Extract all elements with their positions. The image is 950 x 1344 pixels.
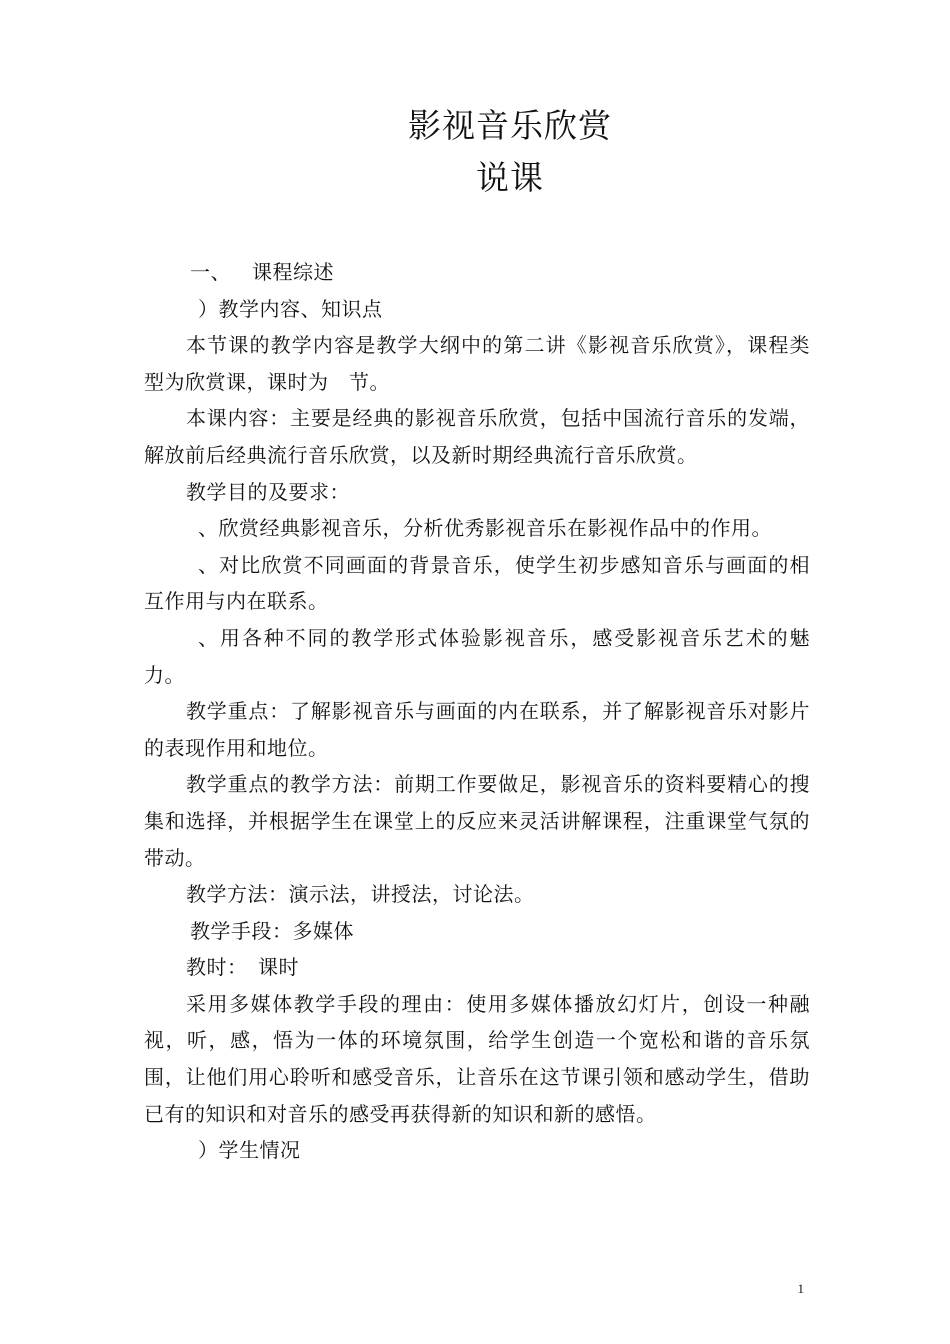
list-item-objective-2: 、对比欣赏不同画面的背景音乐，使学生初步感知音乐与画面的相互作用与内在联系。 [144,552,810,614]
document-subtitle: 说课 [476,158,544,197]
paragraph-teaching-methods: 教学方法：演示法，讲授法，讨论法。 [186,882,535,907]
list-item-objective-1: 、欣赏经典影视音乐，分析优秀影视音乐在影视作品中的作用。 [198,516,772,541]
section-title: 课程综述 [252,260,334,284]
paragraph-course-content: 本课内容：主要是经典的影视音乐欣赏，包括中国流行音乐的发端，解放前后经典流行音乐欣赏，以及新时期经典流行音乐欣赏。 [144,406,810,467]
paragraph-objectives-label: 教学目的及要求： [186,479,350,504]
page-number: 1 [797,1281,804,1296]
document-title: 影视音乐欣赏 [408,106,612,145]
section-heading [144,254,810,291]
subsection-heading-teaching-content: ）教学内容、知识点 [198,296,383,321]
paragraph-key-points: 教学重点：了解影视音乐与画面的内在联系，并了解影视音乐对影片的表现作用和地位。 [144,699,810,760]
subsection-heading-student-situation: ）学生情况 [198,1138,301,1163]
paragraph-key-point-methods: 教学重点的教学方法：前期工作要做足，影视音乐的资料要精心的搜集和选择，并根据学生在课堂上的反应来灵活讲解课程，注重课堂气氛的带动。 [144,772,810,870]
list-item-objective-3: 、用各种不同的教学形式体验影视音乐，感受影视音乐艺术的魅力。 [144,625,810,687]
section-number: 一、 [190,260,231,284]
paragraph-multimedia-reason: 采用多媒体教学手段的理由：使用多媒体播放幻灯片，创设一种融视，听，感，悟为一体的环境氛围，给学生创造一个宽松和谐的音乐氛围，让他们用心聆听和感受音乐，让音乐在这节课引领和感动学生，借助已有的知识和对音乐的感受再获得新的知识和新的感悟。 [144,991,810,1126]
document-body [144,254,810,1169]
paragraph-teaching-content: 本节课的教学内容是教学大纲中的第二讲《影视音乐欣赏》，课程类型为欣赏课，课时为 节。 [144,333,810,394]
paragraph-teaching-means: 教学手段：多媒体 [190,918,354,943]
paragraph-class-hours: 教时： 课时 [186,955,299,980]
